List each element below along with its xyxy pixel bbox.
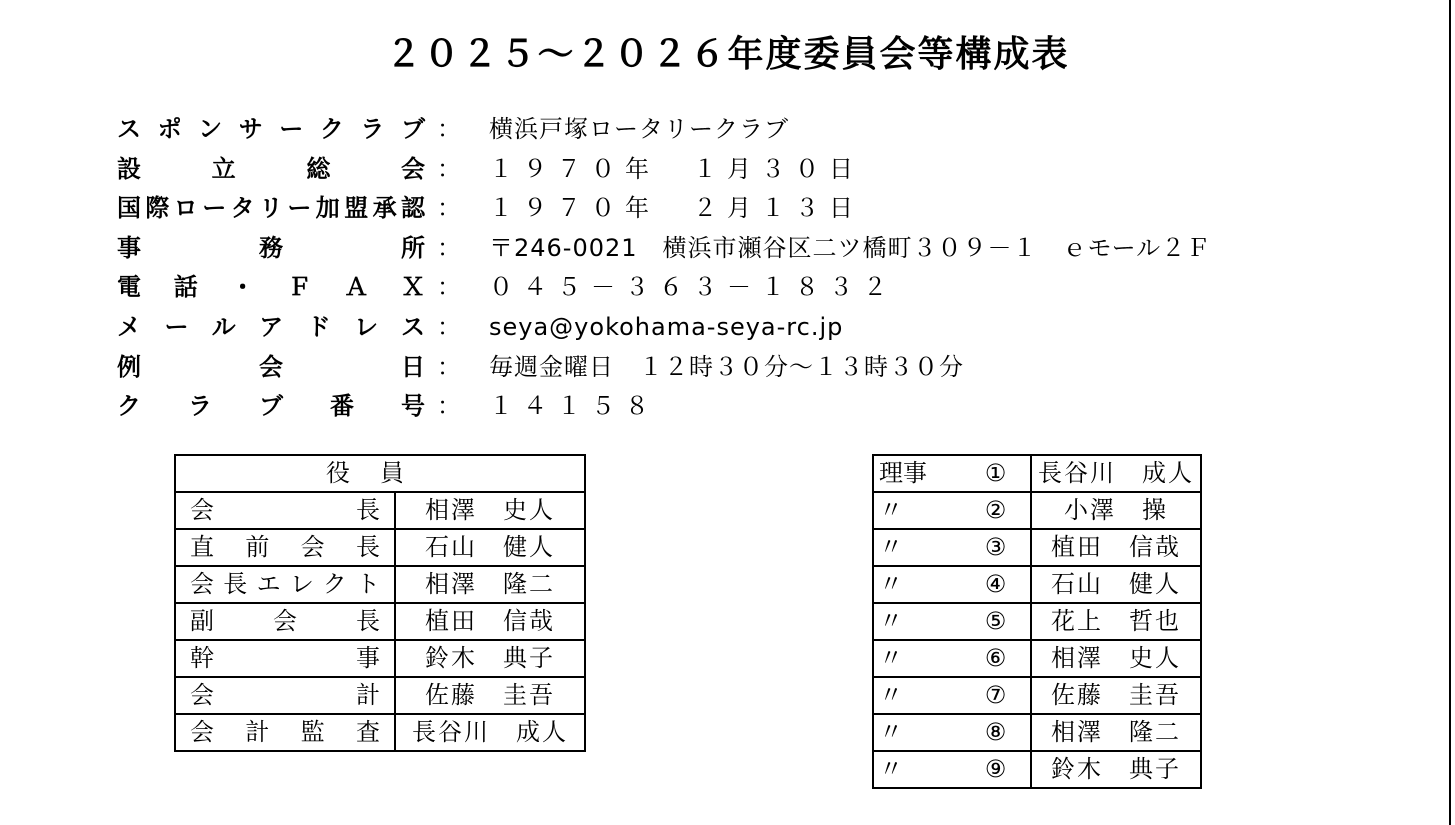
director-label: 〃 <box>873 603 961 640</box>
info-colon: ： <box>437 392 461 421</box>
officer-name: 佐藤 圭吾 <box>395 677 585 714</box>
director-number: ⑦ <box>961 677 1031 714</box>
info-colon: ： <box>437 312 461 341</box>
info-colon: ： <box>437 194 461 223</box>
table-row <box>175 529 585 566</box>
info-label: 電話・ＦＡＸ <box>117 273 425 302</box>
director-name: 長谷川 成人 <box>1031 455 1201 492</box>
director-number: ⑥ <box>961 640 1031 677</box>
info-label: 設立総会 <box>117 154 425 183</box>
table-row <box>175 603 585 640</box>
officers-header-row <box>175 455 585 492</box>
director-name: 相澤 史人 <box>1031 640 1201 677</box>
info-colon: ： <box>437 273 461 302</box>
director-label: 〃 <box>873 492 961 529</box>
table-row <box>175 492 585 529</box>
info-colon: ： <box>437 352 461 381</box>
director-name: 花上 哲也 <box>1031 603 1201 640</box>
officer-name: 植田 信哉 <box>395 603 585 640</box>
director-name: 鈴木 典子 <box>1031 751 1201 788</box>
director-number: ③ <box>961 529 1031 566</box>
table-row <box>873 603 1201 640</box>
officer-role: 幹事 <box>175 640 395 677</box>
info-value: 横浜戸塚ロータリークラブ <box>489 115 789 143</box>
director-number: ① <box>961 455 1031 492</box>
officer-name: 相澤 史人 <box>395 492 585 529</box>
info-colon: ： <box>437 154 461 183</box>
director-name: 相澤 隆二 <box>1031 714 1201 751</box>
info-value: １４１５８ <box>489 392 659 421</box>
info-value: ０４５－３６３－１８３２ <box>489 273 897 302</box>
info-value: １９７０年 １月３０日 <box>489 154 863 183</box>
officer-role: 会長 <box>175 492 395 529</box>
director-name: 小澤 操 <box>1031 492 1201 529</box>
officer-role: 会計監査 <box>175 714 395 751</box>
email-link[interactable]: seya@yokohama-seya-rc.jp <box>489 312 844 341</box>
info-value: 毎週金曜日 １２時３０分～１３時３０分 <box>489 352 964 381</box>
officer-role: 副会長 <box>175 603 395 640</box>
director-label: 〃 <box>873 529 961 566</box>
officer-role: 直前会長 <box>175 529 395 566</box>
table-row <box>175 566 585 603</box>
officer-name: 相澤 隆二 <box>395 566 585 603</box>
table-row <box>873 640 1201 677</box>
director-number: ⑤ <box>961 603 1031 640</box>
officer-role: 会長エレクト <box>175 566 395 603</box>
table-row <box>873 529 1201 566</box>
officer-name: 長谷川 成人 <box>395 714 585 751</box>
table-row <box>873 714 1201 751</box>
table-row <box>175 714 585 751</box>
table-row <box>175 640 585 677</box>
info-value: １９７０年 ２月１３日 <box>489 194 863 223</box>
director-number: ⑧ <box>961 714 1031 751</box>
page-title: ２０２５～２０２６年度委員会等構成表 <box>385 34 1070 75</box>
table-row <box>873 492 1201 529</box>
director-name: 佐藤 圭吾 <box>1031 677 1201 714</box>
info-label: 事務所 <box>117 233 425 262</box>
director-label: 〃 <box>873 751 961 788</box>
director-name: 植田 信哉 <box>1031 529 1201 566</box>
table-row <box>873 455 1201 492</box>
info-label: メールアドレス <box>117 312 425 341</box>
officer-name: 石山 健人 <box>395 529 585 566</box>
table-row <box>175 677 585 714</box>
table-row <box>873 751 1201 788</box>
director-label: 〃 <box>873 566 961 603</box>
info-colon: ： <box>437 233 461 262</box>
info-colon: ： <box>437 115 461 143</box>
officer-name: 鈴木 典子 <box>395 640 585 677</box>
director-label: 〃 <box>873 640 961 677</box>
officer-role: 会計 <box>175 677 395 714</box>
info-label: 例会日 <box>117 352 425 381</box>
director-number: ④ <box>961 566 1031 603</box>
director-label: 〃 <box>873 714 961 751</box>
director-name: 石山 健人 <box>1031 566 1201 603</box>
director-label: 理事 <box>873 455 961 492</box>
director-number: ⑨ <box>961 751 1031 788</box>
director-number: ② <box>961 492 1031 529</box>
info-value: 〒246-0021 横浜市瀬谷区二ツ橋町３０９－１ ｅモール２Ｆ <box>489 233 1212 262</box>
info-label: クラブ番号 <box>117 392 425 421</box>
page-right-border <box>1449 0 1451 825</box>
director-label: 〃 <box>873 677 961 714</box>
officers-header: 役員 <box>175 455 585 492</box>
info-label: スポンサークラブ <box>117 115 425 143</box>
officers-table <box>174 454 586 752</box>
directors-table <box>872 454 1202 789</box>
info-label: 国際ロータリー加盟承認 <box>117 194 425 223</box>
table-row <box>873 677 1201 714</box>
table-row <box>873 566 1201 603</box>
